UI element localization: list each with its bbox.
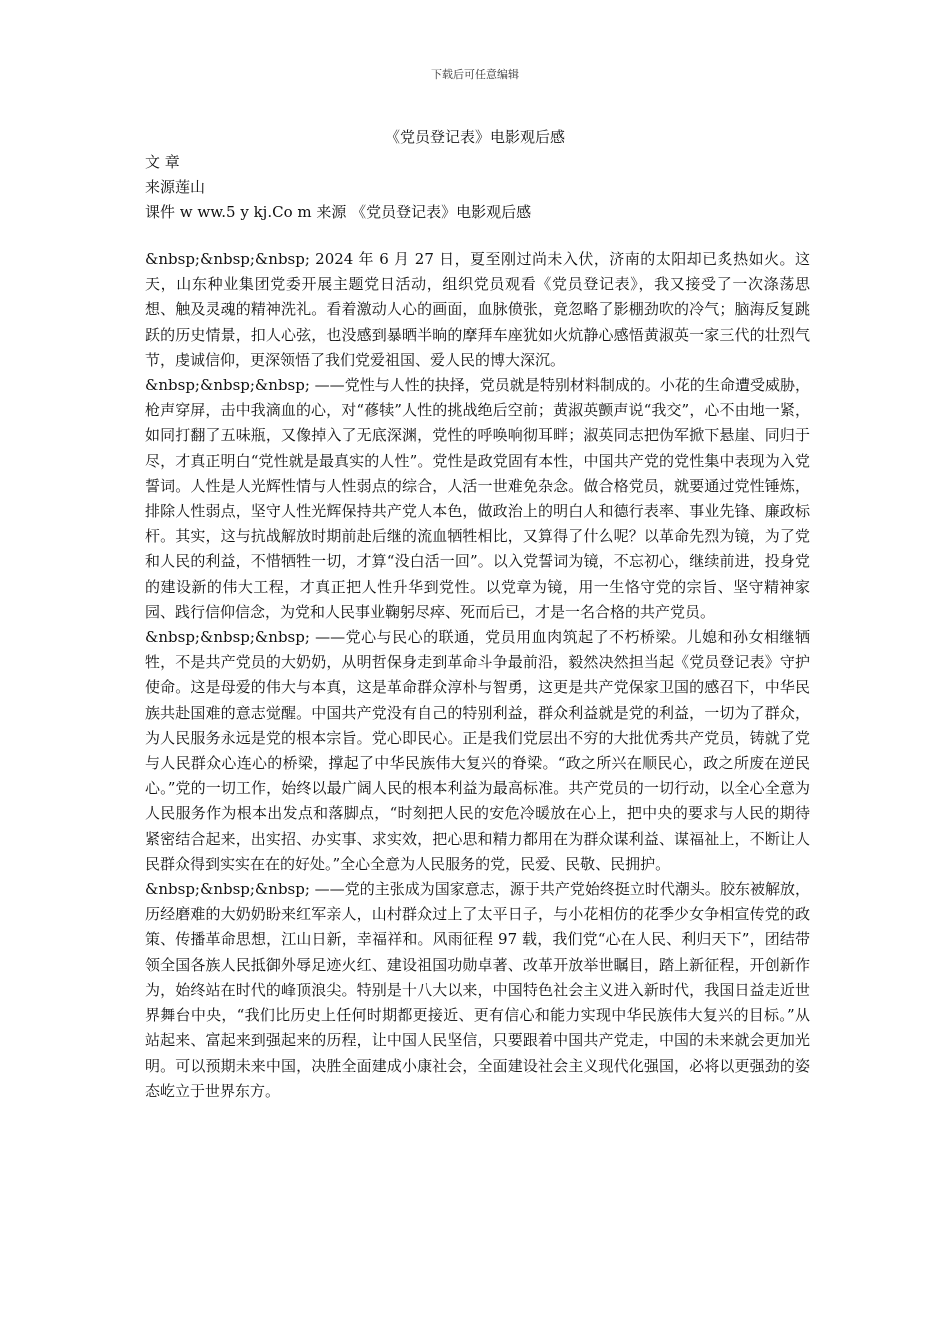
meta-courseware-source: 课件 w ww.5 y kj.Co m 来源 《党员登记表》电影观后感 — [145, 203, 532, 221]
article-body — [145, 247, 810, 1104]
paragraph-4: &nbsp;&nbsp;&nbsp; ——党的主张成为国家意志，源于共产党始终挺立时代潮头。胶东被解放，历经磨难的大奶奶盼来红军亲人，山村群众过上了太平日子，与小花相仿的花季少女争相宣传党的政策、传播革命思想，江山日新，幸福祥和。风雨征程 97 载，我们党“心在人民、利归天下”，团结带领全国各族人民抵御外辱足迹火红、建设祖国功勋卓著、改革开放举世瞩目，踏上新征程，开创新作为，始终站在时代的峰顶浪尖。特别是十八大以来，中国特色社会主义进入新时代，我国日益走近世界舞台中央，“我们比历史上任何时期都更接近、更有信心和能力实现中华民族伟大复兴的目标。”从站起来、富起来到强起来的历程，让中国人民坚信，只要跟着中国共产党走，中国的未来就会更加光明。可以预期未来中国，决胜全面建成小康社会，全面建设社会主义现代化强国，必将以更强劲的姿态屹立于世界东方。 — [145, 880, 810, 1100]
document-title: 《党员登记表》电影观后感 — [384, 128, 565, 146]
meta-article-label: 文 章 — [145, 153, 180, 171]
article-meta — [145, 150, 810, 225]
paragraph-1: &nbsp;&nbsp;&nbsp; 2024 年 6 月 27 日，夏至刚过尚未入伏，济南的太阳却已炙热如火。这天，山东种业集团党委开展主题党日活动，组织党员观看《党员登记表》，我又接受了一次涤荡思想、触及灵魂的精神洗礼。看着激动人心的画面，血脉偾张，竟忽略了影棚劲吹的冷气；脑海反复跳跃的历史情景，扣人心弦，也没感到暴晒半晌的摩拜车座犹如火炕静心感悟黄淑英一家三代的壮烈气节，虔诚信仰，更深领悟了我们党爱祖国、爱人民的博大深沉。 — [145, 250, 810, 369]
paragraph-3: &nbsp;&nbsp;&nbsp; ——党心与民心的联通，党员用血肉筑起了不朽桥梁。儿媳和孙女相继牺牲，不是共产党员的大奶奶，从明哲保身走到革命斗争最前沿，毅然决然担当起《党员登记表》守护使命。这是母爱的伟大与本真，这是革命群众淳朴与智勇，这更是共产党保家卫国的感召下，中华民族共赴国难的意志觉醒。中国共产党没有自己的特别利益，群众利益就是党的利益，一切为了群众，为人民服务永远是党的根本宗旨。党心即民心。正是我们党层出不穷的大批优秀共产党员，铸就了党与人民群众心连心的桥梁，撑起了中华民族伟大复兴的脊梁。“政之所兴在顺民心，政之所废在逆民心。”党的一切工作，始终以最广阔人民的根本利益为最高标准。共产党员的一切行动，以全心全意为人民服务作为根本出发点和落脚点，“时刻把人民的安危冷暖放在心上，把中央的要求与人民的期待紧密结合起来，出实招、办实事、求实效，把心思和精力都用在为群众谋利益、谋福祉上，不断让人民群众得到实实在在的好处。”全心全意为人民服务的党，民爱、民敬、民拥护。 — [145, 628, 810, 873]
meta-source: 来源莲山 — [145, 178, 206, 196]
paragraph-2: &nbsp;&nbsp;&nbsp; ——党性与人性的抉择，党员就是特别材料制成的。小花的生命遭受威胁，枪声穿屏，击中我滴血的心，对“蓚犊”人性的挑战绝后空前；黄淑英颤声说“我交”，心不由地一紧，如同打翻了五味瓶，又像掉入了无底深渊，党性的呼唤响彻耳畔；淑英同志把伪军掀下悬崖、同归于尽，才真正明白“党性就是最真实的人性”。党性是政党固有本性，中国共产党的党性集中表现为入党誓词。人性是人光辉性情与人性弱点的综合，人活一世难免杂念。做合格党员，就要通过党性锤炼，排除人性弱点，坚守人性光辉保持共产党人本色，做政治上的明白人和德行表率、事业先锋、廉政标杆。其实，这与抗战解放时期前赴后继的流血牺牲相比，又算得了什么呢？以革命先烈为镜，为了党和人民的利益，不惜牺牲一切，才算“没白活一回”。以入党誓词为镜，不忘初心，继续前进，投身党的建设新的伟大工程，才真正把人性升华到党性。以党章为镜，用一生恪守党的宗旨、坚守精神家园、践行信仰信念，为党和人民事业鞠躬尽瘁、死而后已，才是一名合格的共产党员。 — [145, 376, 810, 621]
header-note: 下载后可任意编辑 — [431, 68, 519, 81]
